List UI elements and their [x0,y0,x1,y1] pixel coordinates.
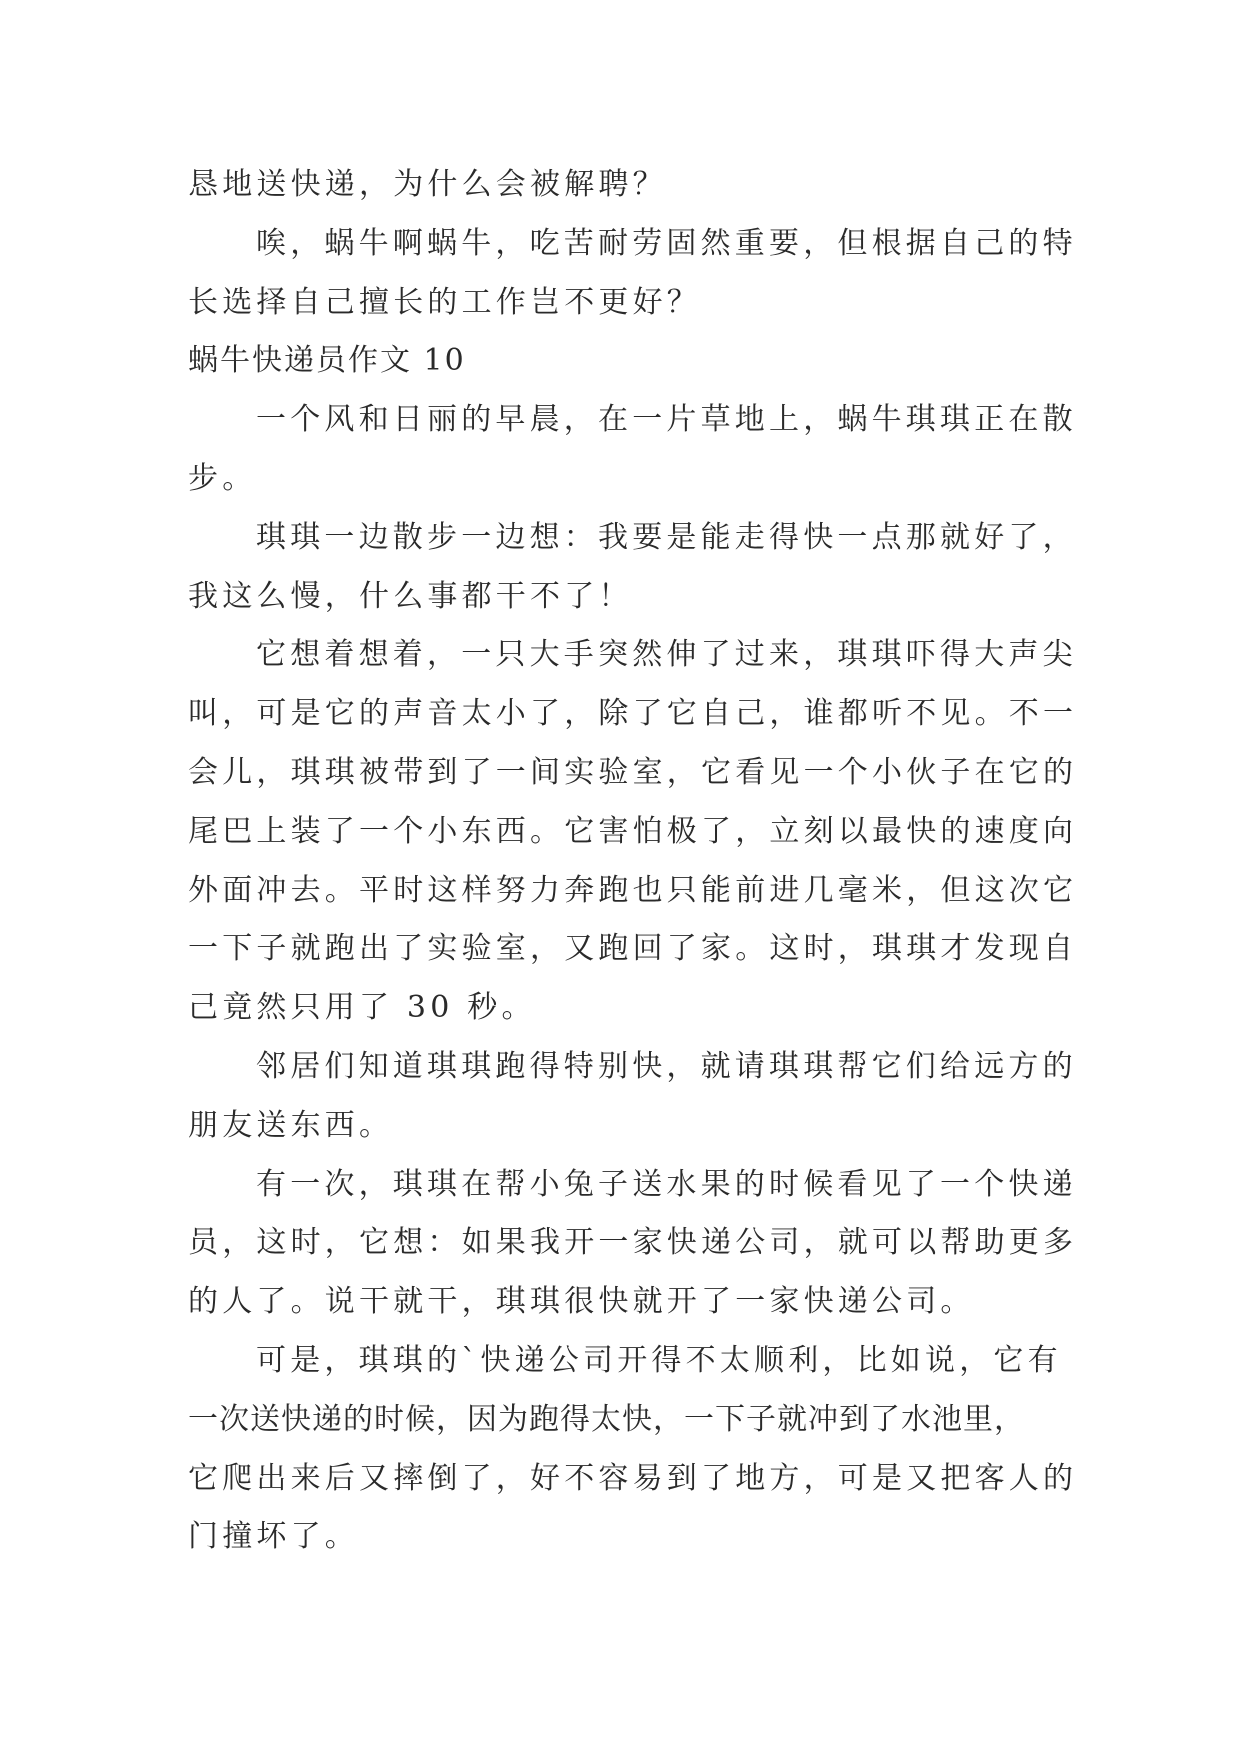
paragraph-line: 一次送快递的时候，因为跑得太快，一下子就冲到了水池里， [188,1401,1025,1437]
paragraph-line: 邻居们知道琪琪跑得特别快，就请琪琪帮它们给远方的 [256,1048,1077,1084]
paragraph-line: 外面冲去。平时这样努力奔跑也只能前进几毫米，但这次它 [188,872,1078,908]
paragraph-line: 朋友送东西。 [188,1107,394,1143]
paragraph-line: 己竟然只用了 30 秒。 [188,990,536,1026]
paragraph-line: 门撞坏了。 [188,1519,359,1555]
paragraph-line: 员，这时，它想：如果我开一家快递公司，就可以帮助更多 [188,1225,1078,1261]
paragraph-line: 叫，可是它的声音太小了，除了它自己，谁都听不见。不一 [188,696,1078,732]
paragraph-line: 恳地送快递，为什么会被解聘？ [188,167,667,202]
paragraph-line: 长选择自己擅长的工作岂不更好？ [188,284,701,320]
paragraph-line: 一个风和日丽的早晨，在一片草地上，蜗牛琪琪正在散 [256,402,1077,438]
essay-body [188,156,1078,1567]
paragraph-line: 的人了。说干就干，琪琪很快就开了一家快递公司。 [188,1284,975,1320]
paragraph-line: 可是，琪琪的`快递公司开得不太顺利，比如说，它有 [256,1342,1062,1378]
paragraph-line: 步。 [188,460,257,496]
paragraph-line: 它想着想着，一只大手突然伸了过来，琪琪吓得大声尖 [256,637,1077,673]
paragraph-line: 琪琪一边散步一边想：我要是能走得快一点那就好了， [256,519,1077,555]
essay-title: 蜗牛快递员作文 10 [188,343,466,379]
paragraph-line: 它爬出来后又摔倒了，好不容易到了地方，可是又把客人的 [188,1460,1078,1496]
paragraph-line: 一下子就跑出了实验室，又跑回了家。这时，琪琪才发现自 [188,931,1078,967]
paragraph-line: 唉，蜗牛啊蜗牛，吃苦耐劳固然重要，但根据自己的特 [256,225,1077,261]
paragraph-line: 会儿，琪琪被带到了一间实验室，它看见一个小伙子在它的 [188,754,1078,790]
paragraph-line: 有一次，琪琪在帮小兔子送水果的时候看见了一个快递 [256,1166,1077,1202]
paragraph-line: 我这么慢，什么事都干不了！ [188,578,633,614]
paragraph-line: 尾巴上装了一个小东西。它害怕极了，立刻以最快的速度向 [188,813,1078,849]
